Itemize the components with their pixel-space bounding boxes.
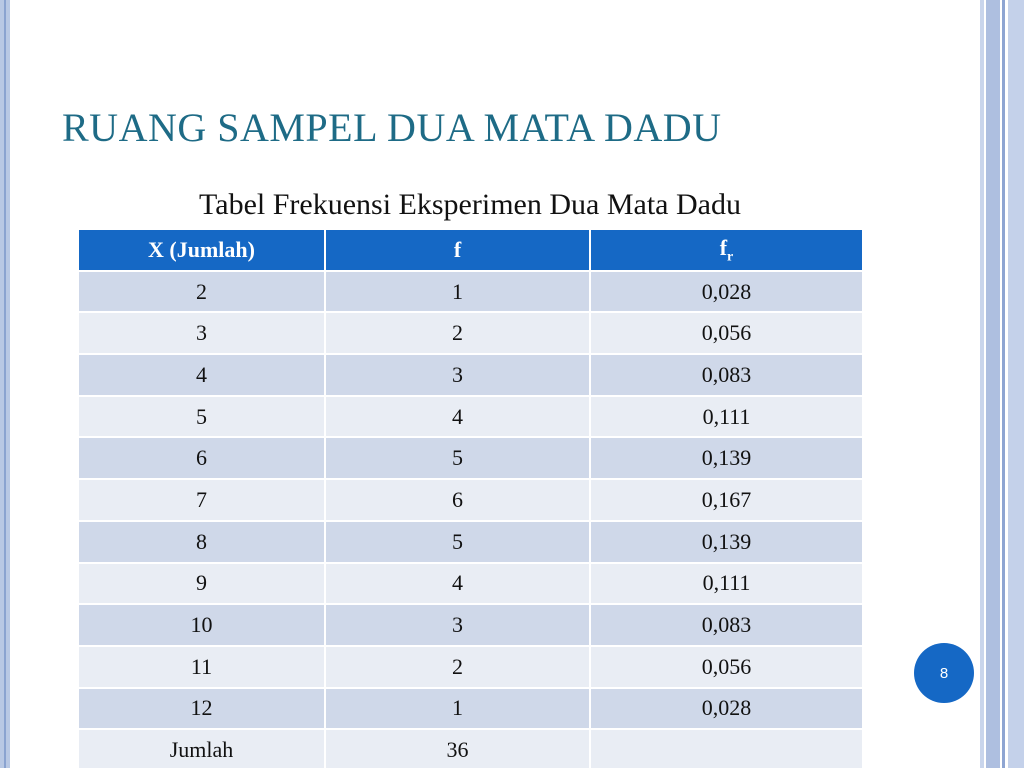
cell-f: 3	[325, 604, 590, 646]
table-row	[78, 563, 863, 605]
table-row	[78, 479, 863, 521]
table-row	[78, 396, 863, 438]
cell-x: 2	[78, 271, 325, 313]
cell-f: 4	[325, 563, 590, 605]
cell-f: 2	[325, 312, 590, 354]
cell-fr: 0,056	[590, 312, 863, 354]
cell-fr: 0,056	[590, 646, 863, 688]
table-row	[78, 604, 863, 646]
cell-x: 9	[78, 563, 325, 605]
table-row	[78, 271, 863, 313]
cell-f: 1	[325, 688, 590, 730]
table-row	[78, 729, 863, 768]
table-row	[78, 312, 863, 354]
cell-x: 4	[78, 354, 325, 396]
header-fr-base: f	[719, 234, 728, 260]
cell-fr: 0,028	[590, 688, 863, 730]
table-body	[78, 271, 863, 768]
table-row	[78, 688, 863, 730]
header-x: X (Jumlah)	[78, 229, 325, 271]
cell-f: 4	[325, 396, 590, 438]
header-fr-sub: r	[727, 249, 734, 265]
cell-f: 36	[325, 729, 590, 768]
cell-x: 11	[78, 646, 325, 688]
cell-f: 3	[325, 354, 590, 396]
cell-fr: 0,139	[590, 437, 863, 479]
table-row	[78, 354, 863, 396]
cell-fr: 0,028	[590, 271, 863, 313]
cell-f: 5	[325, 437, 590, 479]
cell-x: 12	[78, 688, 325, 730]
cell-fr: 0,083	[590, 354, 863, 396]
cell-fr: 0,167	[590, 479, 863, 521]
table-row	[78, 521, 863, 563]
cell-f: 2	[325, 646, 590, 688]
table-header-row	[78, 229, 863, 271]
cell-f: 5	[325, 521, 590, 563]
cell-x: Jumlah	[78, 729, 325, 768]
page-number: 8	[939, 664, 949, 682]
slide-title: RUANG SAMPEL DUA MATA DADU	[62, 105, 722, 150]
cell-x: 3	[78, 312, 325, 354]
cell-x: 7	[78, 479, 325, 521]
cell-x: 8	[78, 521, 325, 563]
cell-f: 6	[325, 479, 590, 521]
cell-x: 5	[78, 396, 325, 438]
table-row	[78, 646, 863, 688]
frequency-table	[77, 228, 864, 768]
cell-fr: 0,083	[590, 604, 863, 646]
cell-fr: 0,139	[590, 521, 863, 563]
table-caption: Tabel Frekuensi Eksperimen Dua Mata Dadu	[199, 188, 741, 221]
left-border-decoration	[0, 0, 10, 768]
cell-fr	[590, 729, 863, 768]
cell-fr: 0,111	[590, 563, 863, 605]
cell-x: 6	[78, 437, 325, 479]
cell-f: 1	[325, 271, 590, 313]
right-border-decoration	[980, 0, 1024, 768]
header-fr	[590, 229, 863, 271]
header-f: f	[325, 229, 590, 271]
page-number-badge	[914, 643, 974, 703]
cell-fr: 0,111	[590, 396, 863, 438]
cell-x: 10	[78, 604, 325, 646]
table-row	[78, 437, 863, 479]
